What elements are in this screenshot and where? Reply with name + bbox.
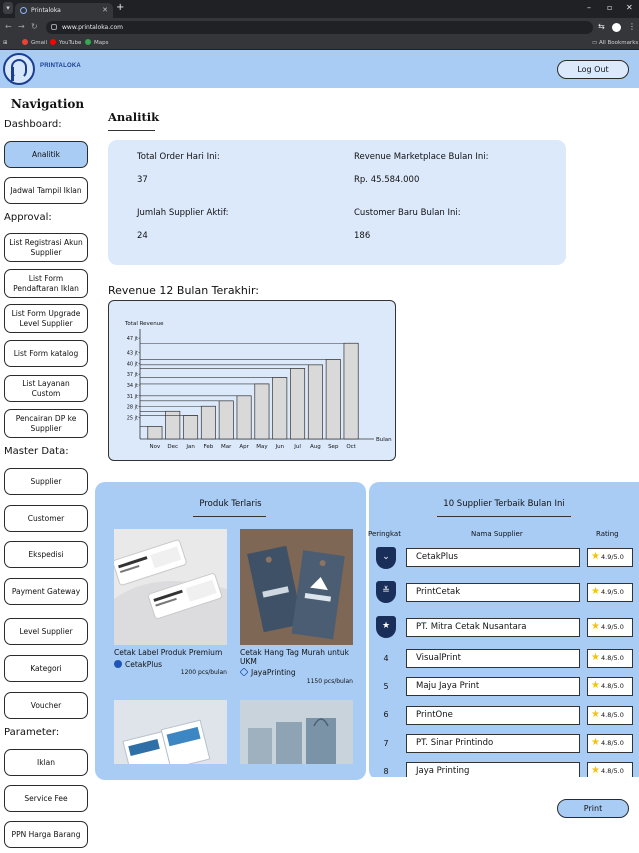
revenue-bar-chart [109,301,395,460]
y-tick-label: 37 jt [126,372,138,379]
new-tab-icon[interactable]: + [116,2,125,13]
x-tick-label: Jan [186,444,195,450]
rank-6: 6 [383,710,389,719]
sidebar-item-form-iklan[interactable]: List Form Pendaftaran Iklan [4,269,88,298]
y-tick-label: 43 jt [126,350,138,357]
address-bar-row [0,18,639,36]
minimize-icon[interactable]: – [587,3,591,12]
y-tick-label: 40 jt [126,361,138,368]
supplier-name-3[interactable]: PT. Mitra Cetak Nusantara [406,618,580,637]
sidebar-item-supplier[interactable]: Supplier [4,468,88,495]
x-tick-label: May [256,444,268,450]
x-tick-label: Sep [328,444,339,450]
sidebar-item-customer[interactable]: Customer [4,505,88,532]
close-tab-icon[interactable]: ✕ [102,6,108,14]
supplier-rating-3: ★ 4.9/5.0 [587,618,633,637]
bar-nov [148,426,162,439]
forward-icon[interactable]: → [18,22,25,31]
supplier-rating-5: ★ 4.8/5.0 [587,677,633,696]
back-icon[interactable]: ← [5,22,12,31]
bar-oct [344,343,358,439]
browser-tab[interactable] [15,3,113,18]
revenue-label: Revenue Marketplace Bulan Ini: [354,152,489,162]
star-icon: ★ [591,737,600,748]
supplier-rating-1: ★ 4.9/5.0 [587,548,633,567]
product-name[interactable]: Cetak Hang Tag Murah untuk UKM [240,648,349,666]
section-master-data: Master Data: [4,446,69,457]
rank-5: 5 [383,682,389,691]
print-button[interactable]: Print [557,799,629,818]
title-underline [108,130,155,131]
supplier-rating-7: ★ 4.8/5.0 [587,734,633,753]
bookmarks-bar [0,36,639,50]
y-tick-label: 47 jt [126,336,138,343]
customer-baru-label: Customer Baru Bulan Ini: [354,208,461,218]
bar-aug [308,365,322,439]
section-dashboard: Dashboard: [4,119,62,130]
supplier-name-2[interactable]: PrintCetak [406,583,580,602]
col-rating: Rating [596,530,619,538]
bookmark-gmail[interactable]: Gmail [22,38,47,48]
rank-1-badge-icon: ⌄ [376,547,396,569]
bookmark-maps[interactable]: Maps [85,38,108,48]
section-parameter: Parameter: [4,727,60,738]
all-bookmarks[interactable]: ▭ All Bookmarks [592,40,639,46]
sidebar-item-pencairan-dp[interactable]: Pencairan DP ke Supplier [4,409,88,438]
supplier-name-4[interactable]: VisualPrint [406,649,580,668]
product-image-hangtag[interactable] [240,529,353,645]
printaloka-logo[interactable] [3,53,35,85]
section-approval: Approval: [4,212,52,223]
x-tick-label: Aug [310,444,321,450]
url-text: www.printaloka.com [62,24,123,31]
y-tick-label: 34 jt [126,383,138,389]
star-icon: ★ [591,586,600,597]
sidebar-item-jadwal-iklan[interactable]: Jadwal Tampil Iklan [4,177,88,204]
product-name[interactable]: Cetak Label Produk Premium [114,648,223,657]
sidebar-item-kategori[interactable]: Kategori [4,655,88,682]
favicon-icon [20,7,27,14]
x-tick-label: Jul [294,444,301,450]
supplier-name-8[interactable]: Jaya Printing [406,762,580,781]
x-axis-label: Bulan [376,437,392,443]
product-supplier: JayaPrinting [240,668,296,677]
product-image-brochure[interactable] [114,700,227,764]
sidebar-item-ppn[interactable]: PPN Harga Barang [4,821,88,848]
sidebar-item-level-supplier[interactable]: Level Supplier [4,618,88,645]
rank-7: 7 [383,739,389,748]
bar-jul [290,368,304,439]
youtube-icon [50,39,56,45]
total-order-value: 37 [137,175,148,185]
y-axis-label: Total Revenue [125,321,164,327]
sidebar-item-form-katalog[interactable]: List Form katalog [4,340,88,367]
reload-icon[interactable]: ↻ [31,22,38,31]
bar-sep [326,359,340,439]
gmail-icon [22,39,28,45]
top-supplier-title: 10 Supplier Terbaik Bulan Ini [443,499,565,509]
rank-8: 8 [383,767,389,776]
menu-icon[interactable]: ⋮ [628,22,636,31]
revenue-chart [108,300,396,461]
customer-baru-value: 186 [354,231,371,241]
sidebar-item-analitik[interactable]: Analitik [4,141,88,168]
verified-badge-icon [114,660,122,668]
star-icon: ★ [591,551,600,562]
bar-mar [219,401,233,439]
supplier-rating-2: ★ 4.9/5.0 [587,583,633,602]
supplier-rating-6: ★ 4.8/5.0 [587,706,633,725]
bookmark-youtube[interactable]: YouTube [50,38,81,48]
sidebar-item-layanan-custom[interactable]: List Layanan Custom [4,375,88,402]
rank-3-badge-icon: ★ [376,616,396,638]
extensions-icon[interactable]: ⇆ [598,22,605,31]
x-tick-label: Oct [346,444,356,450]
maps-icon [85,39,91,45]
revenue-chart-title: Revenue 12 Bulan Terakhir: [108,284,259,297]
sidebar-item-registrasi-akun[interactable]: List Registrasi Akun Supplier [4,233,88,262]
star-icon: ★ [591,680,600,691]
browser-tab-bar [0,0,639,18]
diamond-badge-icon [239,667,248,676]
supplier-name-6[interactable]: PrintOne [406,706,580,725]
bar-jun [273,377,287,439]
page-title: Analitik [108,110,160,124]
star-icon: ★ [591,652,600,663]
x-tick-label: Nov [149,444,161,450]
y-tick-label: 25 jt [126,415,138,422]
x-tick-label: Dec [167,444,179,450]
col-nama-supplier: Nama Supplier [471,530,523,538]
product-qty: 1200 pcs/bulan [180,669,227,676]
rank-2-badge-icon: ≚ [376,581,396,603]
rank-4: 4 [383,654,389,663]
product-image-label[interactable] [114,529,227,645]
supplier-name-1[interactable]: CetakPlus [406,548,580,567]
x-tick-label: Apr [239,444,249,450]
close-window-icon[interactable]: ✕ [626,3,633,12]
supplier-aktif-value: 24 [137,231,148,241]
apps-icon[interactable]: ⊞ [3,40,8,46]
app-header [0,50,639,88]
bar-jan [183,416,197,439]
x-tick-label: Feb [203,444,214,450]
folder-icon: ▭ [592,40,599,46]
x-tick-label: Jun [275,444,285,450]
product-image-paperbag[interactable] [240,700,353,764]
bar-feb [201,406,215,439]
maximize-icon[interactable]: ▫ [607,3,613,12]
bar-may [255,384,269,439]
supplier-rating-4: ★ 4.8/5.0 [587,649,633,668]
total-order-label: Total Order Hari Ini: [137,152,220,162]
star-icon: ★ [591,709,600,720]
supplier-rating-8: ★ 4.8/5.0 [587,762,633,781]
product-supplier: CetakPlus [114,660,162,669]
tab-search-icon[interactable]: ▾ [3,2,13,14]
sidebar-item-ekspedisi[interactable]: Ekspedisi [4,541,88,568]
x-tick-label: Mar [221,444,232,450]
tab-title: Printaloka [31,7,61,14]
y-tick-label: 28 jt [126,404,138,411]
url-field[interactable] [46,21,593,34]
star-icon: ★ [591,765,600,776]
supplier-name-7[interactable]: PT. Sinar Printindo [406,734,580,753]
produk-title-underline [193,516,266,517]
sidebar-item-iklan[interactable]: Iklan [4,749,88,776]
stats-card [108,140,566,265]
product-qty: 1150 pcs/bulan [306,678,353,685]
supplier-aktif-label: Jumlah Supplier Aktif: [137,208,229,218]
revenue-value: Rp. 45.584.000 [354,175,420,185]
site-info-icon[interactable] [51,24,57,30]
supplier-name-5[interactable]: Maju Jaya Print [406,677,580,696]
profile-icon[interactable] [612,23,621,32]
panel-scroll-clip [369,777,639,787]
col-peringkat: Peringkat [368,530,401,538]
sidebar-item-voucher[interactable]: Voucher [4,692,88,719]
top-supplier-underline [437,516,571,517]
produk-terlaris-title: Produk Terlaris [199,499,262,509]
star-icon: ★ [591,621,600,632]
sidebar-title: Navigation [10,97,85,111]
logout-button[interactable]: Log Out [557,60,629,79]
sidebar-item-upgrade-level[interactable]: List Form Upgrade Level Supplier [4,304,88,333]
y-tick-label: 31 jt [126,393,138,400]
sidebar-item-service-fee[interactable]: Service Fee [4,785,88,812]
sidebar-item-payment-gateway[interactable]: Payment Gateway [4,578,88,605]
bar-apr [237,396,251,439]
brand-name: PRINTALOKA [40,63,81,69]
